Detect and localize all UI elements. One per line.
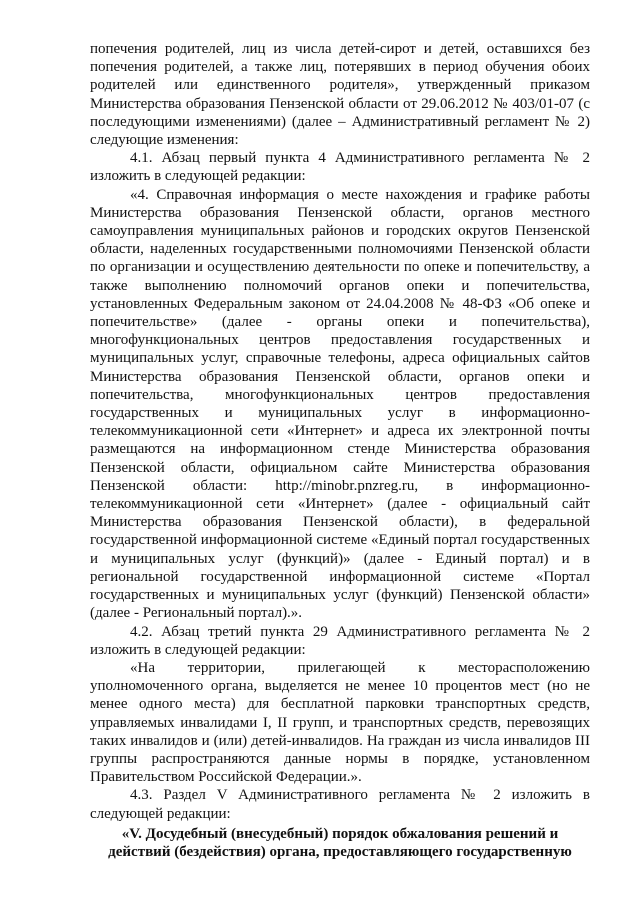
paragraph-item-4-2: 4.2. Абзац третий пункта 29 Административного регламента № 2 изложить в следующей редакции: <box>90 623 590 658</box>
paragraph-item-4-1: 4.1. Абзац первый пункта 4 Административного регламента № 2 изложить в следующей редакции: <box>90 150 590 185</box>
paragraph-item-4-3: 4.3. Раздел V Административного регламента № 2 изложить в следующей редакции: <box>90 787 590 822</box>
paragraph-intro: попечения родителей, лиц из числа детей-сирот и детей, оставшихся без попечения родителей, а также лиц, потерявших в период обучения обоих родителей или единственного родителя», утвержденный приказом Министерства образования Пензенской области от 29.06.2012 № 403/01-07 (с последующими изменениями) (далее – Административный регламент № 2) следующие изменения: <box>90 41 590 149</box>
paragraph-quote-parking: «На территории, прилегающей к месторасположению уполномоченного органа, выделяется не менее 10 процентов мест (но не менее одного места) для бесплатной парковки транспортных средств, управляемых инвалидами I, II групп, и транспортных средств, перевозящих таких инвалидов и (или) детей-инвалидов. На граждан из числа инвалидов III группы распространяются данные нормы в порядке, установленном Правительством Российской Федерации.». <box>90 659 590 786</box>
section-heading: «V. Досудебный (внесудебный) порядок обжалования решений и действий (бездействия) органа, предоставляющего государственную <box>108 825 572 861</box>
paragraph-quote-4: «4. Справочная информация о месте нахождения и графике работы Министерства образования Пензенской области, органов местного самоуправления муниципальных районов и городских округов Пензенской области, наделенных государственными полномочиями Пензенской области по организации и осуществлению деятельности по опеке и попечительству, а также выполнению полномочий органов опеки и попечительства, установленных Федеральным законом от 24.04.2008 № 48-ФЗ «Об опеке и попечительстве» (далее - органы опеки и попечительства), многофункциональных центров предоставления государственных и муниципальных услуг, справочные телефоны, адреса официальных сайтов Министерства образования Пензенской области, органов опеки и попечительства, многофункциональных центров предоставления государственных и муниципальных услуг в информационно-телекоммуникационной сети «Интернет» и адреса их электронной почты размещаются на информационном стенде Министерства образования Пензенской области, официальном сайте Министерства образования Пензенской области: http://minobr.pnzreg.ru, в информационно-телекоммуникационной сети «Интернет» (далее - официальный сайт Министерства образования Пензенской области), в федеральной государственной информационной системе «Единый портал государственных и муниципальных услуг (функций)» (далее - Единый портал) и в региональной государственной информационной системе «Портал государственных и муниципальных услуг (функций) Пензенской области» (далее - Региональный портал).». <box>90 186 590 622</box>
